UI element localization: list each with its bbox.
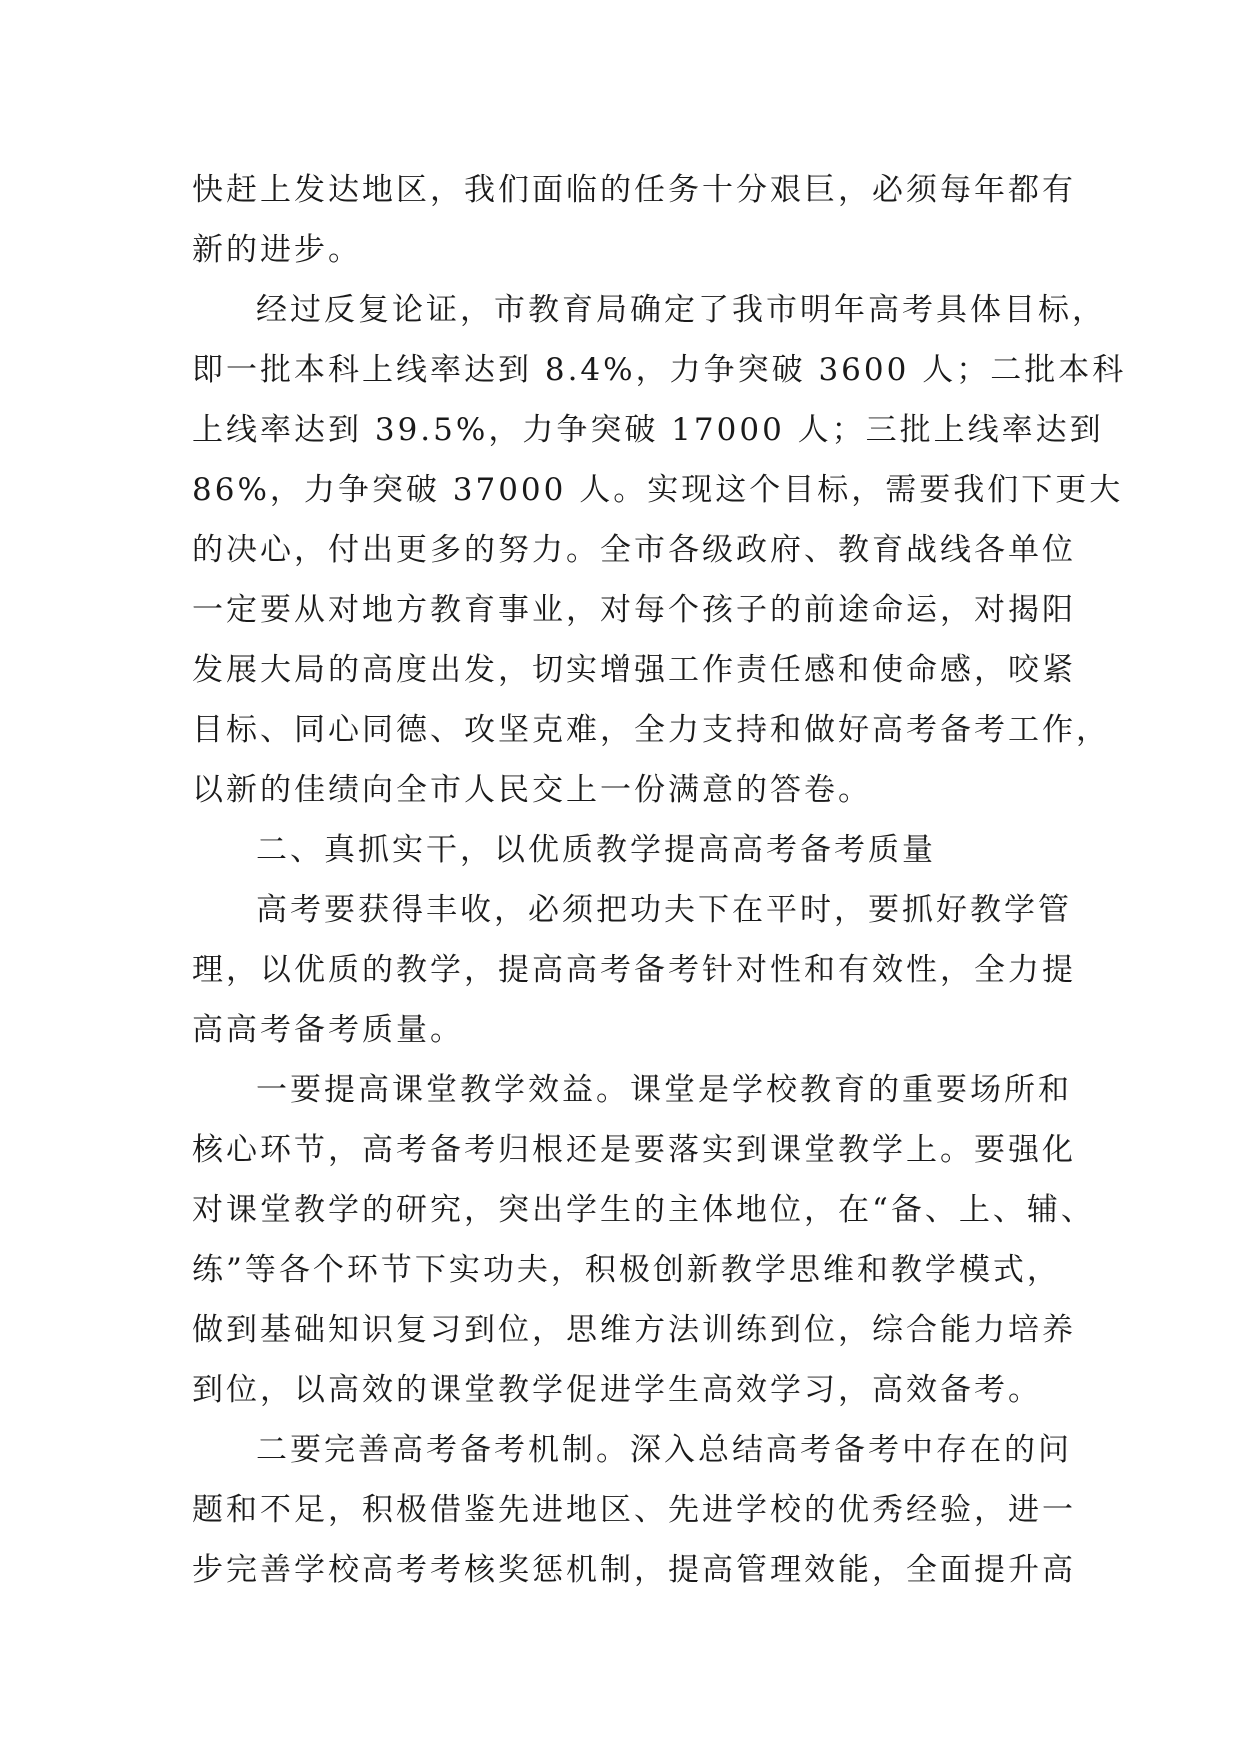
text-line: 目标、同心同德、攻坚克难，全力支持和做好高考备考工作， [192,712,1110,748]
text-line: 二要完善高考备考机制。深入总结高考备考中存在的问 [256,1432,1072,1468]
text-line: 高考要获得丰收，必须把功夫下在平时，要抓好教学管 [256,892,1072,928]
text-line: 核心环节，高考备考归根还是要落实到课堂教学上。要强化 [192,1132,1076,1168]
text-line: 理，以优质的教学，提高高考备考针对性和有效性，全力提 [192,952,1076,988]
text-line: 即一批本科上线率达到 8.4%，力争突破 3600 人；二批本科 [192,352,1127,388]
text-line: 的决心，付出更多的努力。全市各级政府、教育战线各单位 [192,532,1076,568]
text-line: 题和不足，积极借鉴先进地区、先进学校的优秀经验，进一 [192,1492,1076,1528]
text-line: 以新的佳绩向全市人民交上一份满意的答卷。 [192,772,872,808]
section-heading: 二、真抓实干，以优质教学提高高考备考质量 [256,832,936,868]
text-line: 经过反复论证，市教育局确定了我市明年高考具体目标， [256,292,1106,328]
text-line: 86%，力争突破 37000 人。实现这个目标，需要我们下更大 [192,472,1124,508]
text-line: 快赶上发达地区，我们面临的任务十分艰巨，必须每年都有 [192,172,1076,208]
text-line: 步完善学校高考考核奖惩机制，提高管理效能，全面提升高 [192,1552,1076,1588]
body-text [192,160,1127,1600]
text-line: 练”等各个环节下实功夫，积极创新教学思维和教学模式， [192,1252,1061,1288]
text-line: 到位，以高效的课堂教学促进学生高效学习，高效备考。 [192,1372,1042,1408]
text-line: 做到基础知识复习到位，思维方法训练到位，综合能力培养 [192,1312,1076,1348]
text-line: 发展大局的高度出发，切实增强工作责任感和使命感，咬紧 [192,652,1076,688]
text-line: 新的进步。 [192,232,362,268]
text-line: 一定要从对地方教育事业，对每个孩子的前途命运，对揭阳 [192,592,1076,628]
text-line: 上线率达到 39.5%，力争突破 17000 人；三批上线率达到 [192,412,1104,448]
text-line: 高高考备考质量。 [192,1012,464,1048]
text-line: 一要提高课堂教学效益。课堂是学校教育的重要场所和 [256,1072,1072,1108]
text-line: 对课堂教学的研究，突出学生的主体地位，在“备、上、辅、 [192,1192,1095,1228]
